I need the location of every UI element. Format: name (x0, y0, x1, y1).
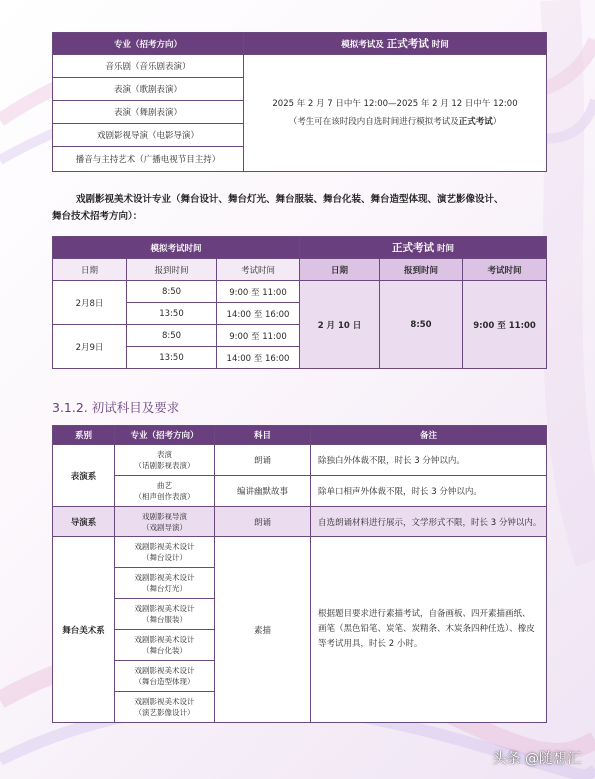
dept-directing: 导演系 (53, 507, 115, 537)
stage-design-paragraph: 戏剧影视美术设计专业（舞台设计、舞台灯光、舞台服装、舞台化装、舞台造型体现、演艺影像设计、 舞台技术招考方向）： (52, 194, 504, 222)
formal-date: 2 月 10 日 (300, 281, 380, 369)
mock-report: 13:50 (127, 303, 217, 325)
major-cell: 戏剧影视美术设计 （演艺影像设计） (115, 692, 215, 723)
formal-exam: 9:00 至 11:00 (463, 281, 547, 369)
subject-cell: 素描 (215, 537, 311, 723)
subject-cell: 朗诵 (215, 445, 311, 476)
col-exam-time: 考试时间 (217, 259, 300, 281)
mock-report: 8:50 (127, 325, 217, 347)
mock-exam: 14:00 至 16:00 (217, 303, 300, 325)
mock-report: 13:50 (127, 347, 217, 369)
formal-exam-header: 正式考试 时间 (300, 237, 547, 259)
watermark: 头条 @随想汇 (492, 751, 581, 767)
note-cell: 除独白外体裁不限，时长 3 分钟以内。 (311, 445, 547, 476)
major-cell: 表演（歌剧表演） (53, 78, 244, 101)
major-cell: 播音与主持艺术（广播电视节目主持） (53, 147, 244, 172)
header-subject: 科目 (215, 426, 311, 445)
major-cell: 曲艺 （相声创作表演） (115, 476, 215, 507)
mock-date: 2月8日 (53, 281, 127, 325)
mock-exam-header: 模拟考试时间 (53, 237, 300, 259)
note-cell: 根据题目要求进行素描考试，自备画板、四开素描画纸、画笔（黑色铅笔、炭笔、炭精条、木炭条四种任选）、橡皮等考试用具，时长 2 小时。 (311, 537, 547, 723)
header-exam-time: 模拟考试及 正式考试 时间 (244, 33, 547, 55)
major-cell: 戏剧影视美术设计 （舞台造型体现） (115, 661, 215, 692)
major-cell: 音乐剧（音乐剧表演） (53, 55, 244, 78)
header-note: 备注 (311, 426, 547, 445)
header-dept: 系别 (53, 426, 115, 445)
col-formal-date: 日期 (300, 259, 380, 281)
col-formal-exam-time: 考试时间 (463, 259, 547, 281)
major-cell: 表演（舞剧表演） (53, 101, 244, 124)
section-title: 3.1.2. 初试科目及要求 (52, 400, 180, 415)
stage-design-schedule-table (52, 236, 547, 369)
major-cell: 戏剧影视导演 （戏剧导演） (115, 507, 215, 537)
major-cell: 戏剧影视美术设计 （舞台化装） (115, 630, 215, 661)
mock-date: 2月9日 (53, 325, 127, 369)
note-cell: 自选朗诵材料进行展示，文学形式不限，时长 3 分钟以内。 (311, 507, 547, 537)
major-cell: 表演 （话剧影视表演） (115, 445, 215, 476)
header-major: 专业（招考方向） (115, 426, 215, 445)
mock-exam: 9:00 至 11:00 (217, 281, 300, 303)
mock-exam: 9:00 至 11:00 (217, 325, 300, 347)
major-cell: 戏剧影视美术设计 （舞台设计） (115, 537, 215, 568)
header-major: 专业（招考方向） (53, 33, 244, 55)
exam-time-cell: 2025 年 2 月 7 日中午 12:00—2025 年 2 月 12 日中午 12:00 （考生可在该时段内自选时间进行模拟考试及正式考试） (244, 55, 547, 172)
dept-performance: 表演系 (53, 445, 115, 507)
subject-cell: 朗诵 (215, 507, 311, 537)
major-cell: 戏剧影视导演（电影导演） (53, 124, 244, 147)
major-cell: 戏剧影视美术设计 （舞台灯光） (115, 568, 215, 599)
formal-report: 8:50 (380, 281, 463, 369)
note-cell: 除单口相声外体裁不限，时长 3 分钟以内。 (311, 476, 547, 507)
major-cell: 戏剧影视美术设计 （舞台服装） (115, 599, 215, 630)
col-formal-report-time: 报到时间 (380, 259, 463, 281)
mock-report: 8:50 (127, 281, 217, 303)
mock-exam: 14:00 至 16:00 (217, 347, 300, 369)
col-report-time: 报到时间 (127, 259, 217, 281)
mock-exam-time-table (52, 32, 547, 172)
col-date: 日期 (53, 259, 127, 281)
preliminary-subjects-table (52, 425, 547, 723)
dept-stage-art: 舞台美术系 (53, 537, 115, 723)
subject-cell: 编讲幽默故事 (215, 476, 311, 507)
